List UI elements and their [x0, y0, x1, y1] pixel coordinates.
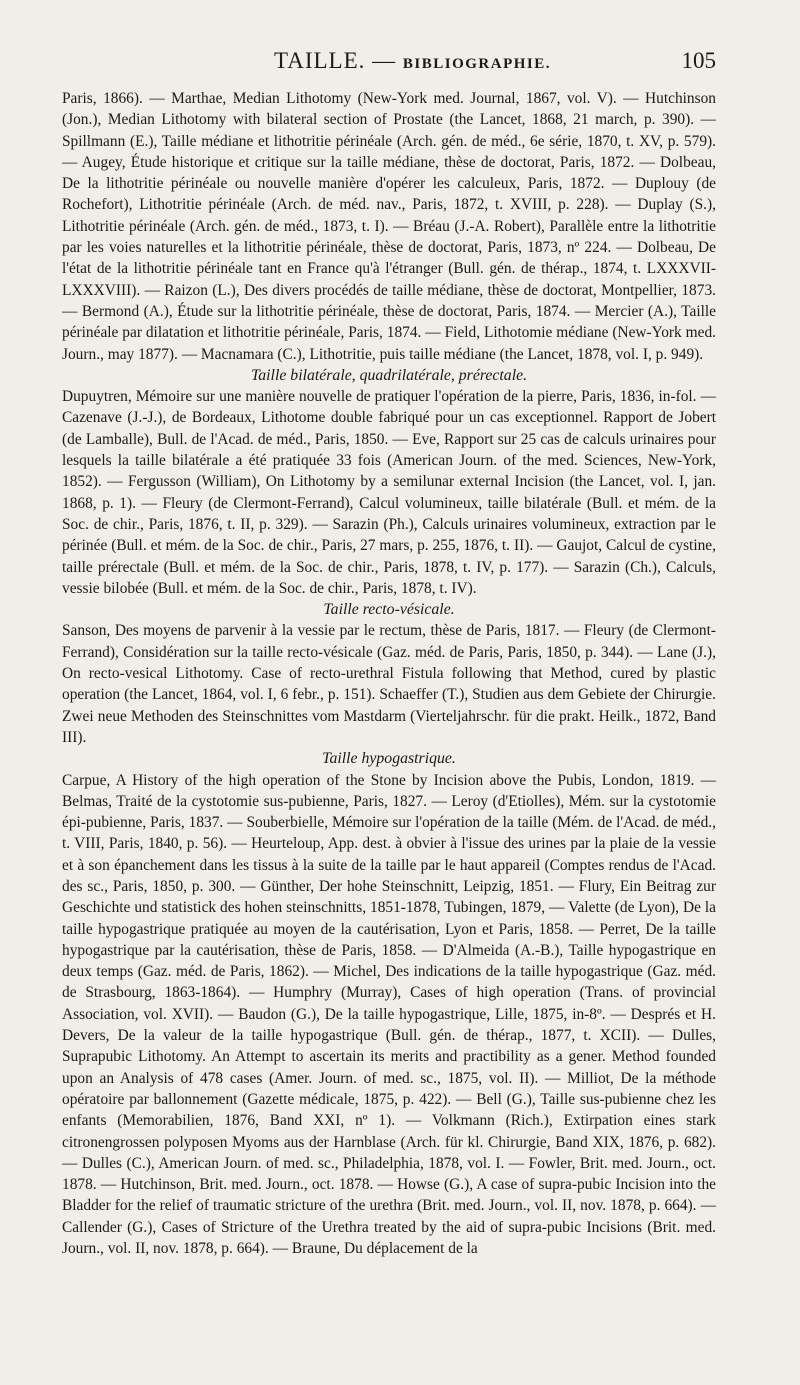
page-number: 105 — [681, 48, 716, 73]
bibliography-body — [62, 88, 716, 1259]
running-title-main: TAILLE. — — [274, 48, 397, 73]
section-heading: Taille hypogastrique. — [322, 750, 456, 768]
bibliography-paragraph: Paris, 1866). — Marthae, Median Lithotomy (New-York med. Journal, 1867, vol. V). — Hutchinson (Jon.), Median Lithotomy with bilateral section of Prostate (the Lancet, 1868, 21 march, p. 390). — Spillmann (E.), Taille médiane et lithotritie périnéale (Arch. gén. de méd., 6e série, 1870, t. XV, p. 579). — Augey, Étude historique et critique sur la taille médiane, thèse de doctorat, Paris, 1872. — Dolbeau, De la lithotritie périnéale ou nouvelle manière d'opérer les calculeux, Paris, 1872. — Duplouy (de Rochefort), Lithotritie périnéale (Arch. de méd. nav., Paris, 1872, t. XVIII, p. 228). — Duplay (S.), Lithotritie périnéale (Arch. gén. de méd., 1873, t. I). — Bréau (J.-A. Robert), Parallèle entre la lithotritie par les voies naturelles et la lithotritie périnéale, thèse de doctorat, Paris, 1873, nº 224. — Dolbeau, De l'état de la lithotritie périnéale tant en France qu'à l'étranger (Bull. gén. de thérap., 1874, t. LXXXVII-LXXXVIII). — Raizon (L.), Des divers procédés de taille médiane, thèse de doctorat, Montpellier, 1873. — Bermond (A.), Étude sur la lithotritie périnéale, thèse de doctorat, Paris, 1874. — Mercier (A.), Taille périnéale par dilatation et lithotritie périnéale, Paris, 1874. — Field, Lithotomie médiane (New-York med. Journ., may 1877). — Macnamara (C.), Lithotritie, puis taille médiane (the Lancet, 1878, vol. I, p. 949). — [62, 90, 716, 363]
running-header — [62, 48, 716, 80]
running-title-subtitle: BIBLIOGRAPHIE. — [402, 56, 551, 72]
section-heading: Taille recto-vésicale. — [323, 601, 455, 619]
bibliography-paragraph: Sanson, Des moyens de parvenir à la vessie par le rectum, thèse de Paris, 1817. — Fleury (de Clermont-Ferrand), Considération sur la taille recto-vésicale (Gaz. méd. de Paris, Paris, 1850, p. 344). — Lane (J.), On recto-vesical Lithotomy. Case of recto-urethral Fistula following that Method, cured by plastic operation (the Lancet, 1864, vol. I, 6 febr., p. 151). Schaeffer (T.), Studien aus dem Gebiete der Chirurgie. Zwei neue Methoden des Steinschnittes vom Mastdarm (Vierteljahrschr. für die prakt. Heilk., 1872, Band III). — [62, 622, 716, 746]
running-title — [274, 48, 551, 74]
bibliography-paragraph: Dupuytren, Mémoire sur une manière nouvelle de pratiquer l'opération de la pierre, Paris, 1836, in-fol. — Cazenave (J.-J.), de Bordeaux, Lithotome double fabriqué pour un cas exceptionnel. Rapport de Jobert (de Lamballe), Bull. de l'Acad. de méd., Paris, 1850. — Eve, Rapport sur 25 cas de calculs urinaires pour lesquels la taille bilatérale a été pratiquée 33 fois (American Journ. of the med. Sciences, New-York, 1852). — Fergusson (William), On Lithotomy by a semilunar external Incision (the Lancet, vol. I, jan. 1868, p. 1). — Fleury (de Clermont-Ferrand), Calcul volumineux, taille bilatérale (Bull. et mém. de la Soc. de chir., Paris, 1876, t. II, p. 329). — Sarazin (Ph.), Calculs urinaires volumineux, extraction par le périnée (Bull. et mém. de la Soc. de chir., Paris, 27 mars, p. 255, 1876, t. II). — Gaujot, Calcul de cystine, taille prérectale (Bull. et mém. de la Soc. de chir., Paris, 1878, t. IV, p. 177). — Sarazin (Ch.), Calculs, vessie bilobée (Bull. et mém. de la Soc. de chir., Paris, 1878, t. IV). — [62, 388, 716, 597]
bibliography-paragraph: Carpue, A History of the high operation of the Stone by Incision above the Pubis, London, 1819. — Belmas, Traité de la cystotomie sus-pubienne, Paris, 1827. — Leroy (d'Etiolles), Mém. sur la cystotomie épi-pubienne, Paris, 1837. — Souberbielle, Mémoire sur l'opération de la taille (Mém. de l'Acad. de méd., t. VIII, Paris, 1840, p. 56). — Heurteloup, App. dest. à obvier à l'issue des urines par la plaie de la vessie et à son épanchement dans les tissus à la suite de la taille par le haut appareil (Comptes rendus de l'Acad. des sc., Paris, 1850, p. 300. — Günther, Der hohe Steinschnitt, Leipzig, 1851. — Flury, Ein Beitrag zur Geschichte und statistick des hohen steinschnitts, 1851-1878, Tubingen, 1879, — Valette (de Lyon), De la taille hypogastrique pratiquée au moyen de la cautérisation, Lyon et Paris, 1858. — Perret, De la taille hypogastrique par la cautérisation, thèse de Paris, 1858. — D'Almeida (A.-B.), Taille hypogastrique en deux temps (Gaz. méd. de Paris, 1862). — Michel, Des indications de la taille hypogastrique (Gaz. méd. de Strasbourg, 1863-1864). — Humphry (Murray), Cases of high operation (Trans. of provincial Association, vol. XVII). — Baudon (G.), De la taille hypogastrique, Lille, 1875, in-8º. — Després et H. Devers, De la valeur de la taille hypogastrique (Bull. gén. de thérap., 1877, t. XCII). — Dulles, Suprapubic Lithotomy. An Attempt to ascertain its merits and practibility as a gener. Method founded upon an Analysis of 478 cases (Amer. Journ. of med. sc., 1875, vol. II). — Milliot, De la méthode opératoire par ballonnement (Gazette médicale, 1875, p. 422). — Bell (G.), Taille sus-pubienne chez les enfants (Memorabilien, 1876, Band XXI, nº 1). — Volkmann (Rich.), Extirpation eines stark citronengrossen polyposen Myoms aus der Harnblase (Arch. für kl. Chirurgie, Band XIX, 1876, p. 682). — Dulles (C.), American Journ. of med. sc., Philadelphia, 1878, vol. I. — Fowler, Brit. med. Journ., oct. 1878. — Hutchinson, Brit. med. Journ., oct. 1878. — Howse (G.), A case of supra-pubic Incision into the Bladder for the relief of traumatic stricture of the urethra (Brit. med. Journ., vol. II, nov. 1878, p. 664). — Callender (G.), Cases of Stricture of the Urethra treated by the aid of supra-pubic Incisions (Brit. med. Journ., vol. II, nov. 1878, p. 664). — Braune, Du déplacement de la — [62, 771, 716, 1258]
section-heading: Taille bilatérale, quadrilatérale, prérectale. — [250, 366, 528, 384]
